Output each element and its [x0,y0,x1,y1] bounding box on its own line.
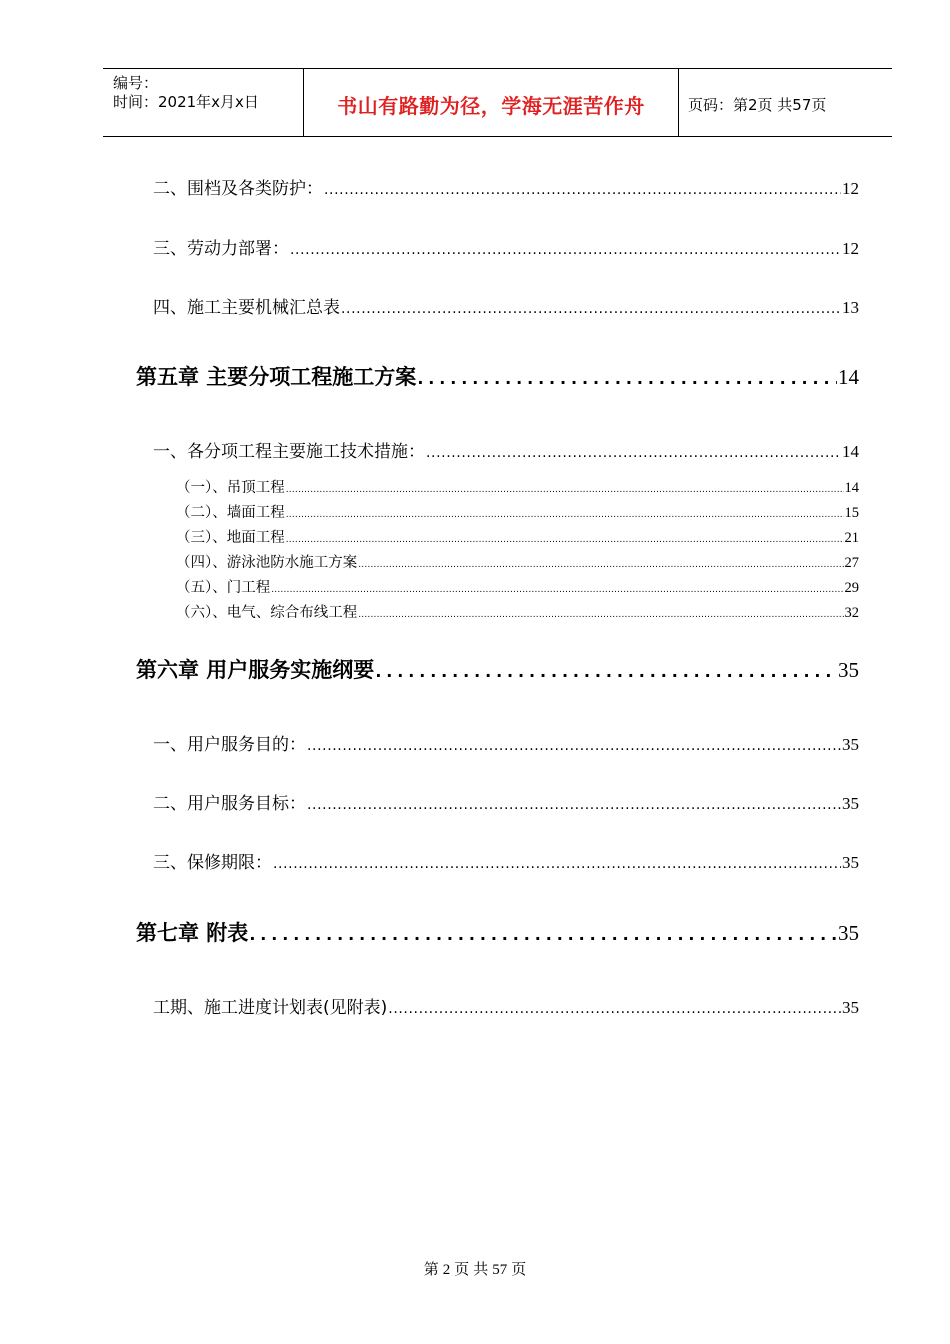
toc-leader-dots [324,182,841,198]
toc-entry-page: 35 [842,998,859,1017]
toc-entry-title: 三、劳动力部署： [153,239,289,259]
toc-subentry[interactable] [176,601,859,622]
toc-entry[interactable] [153,293,859,318]
footer-word: 页 [454,1262,470,1278]
toc-subentry[interactable] [176,551,859,572]
toc-entry[interactable] [153,993,859,1018]
footer-word: 第 [423,1262,439,1278]
toc-entry[interactable] [153,848,859,873]
toc-leader-dots [358,560,843,570]
toc-entry-page: 12 [842,179,859,198]
toc-entry[interactable] [153,174,859,199]
toc-leader-dots [273,856,841,872]
toc-entry-page: 15 [844,505,859,521]
toc-entry-page: 29 [844,580,859,596]
toc-chapter-entry[interactable] [136,654,859,684]
time-label: 时间：2021年x月x日 [113,93,259,111]
footer-word: 共 [473,1262,489,1278]
toc-entry-title: 一、用户服务目的： [153,735,306,755]
footer-total-pages: 57 [492,1262,508,1278]
toc-leader-dots [426,445,841,461]
toc-leader-dots [286,535,844,545]
toc-entry[interactable] [153,437,859,462]
toc-leader-dots [358,610,843,620]
toc-entry-page: 35 [838,658,859,682]
toc-entry-title: 一、各分项工程主要施工技术措施： [153,442,425,462]
toc-entry[interactable] [153,730,859,755]
footer-page-number: 2 [442,1262,451,1278]
toc-entry-title: 第五章 主要分项工程施工方案 [136,365,417,389]
toc-entry-page: 14 [844,480,859,496]
code-label: 编号： [113,74,159,92]
header-page-cell [679,69,892,136]
toc-entry-page: 35 [842,794,859,813]
toc-entry[interactable] [153,234,859,259]
toc-entry-title: （二）、墙面工程 [176,505,285,521]
toc-entry-page: 21 [844,530,859,546]
toc-leader-dots [388,1001,841,1017]
toc-leader-dots [290,242,841,258]
toc-entry-page: 35 [842,853,859,872]
toc-subentry[interactable] [176,476,859,497]
toc-leader-dots [286,485,844,495]
toc-entry-title: 第七章 附表 [136,921,249,945]
motto-text: 书山有路勤为径，学海无涯苦作舟 [337,94,645,118]
toc-leader-dots [417,369,837,388]
toc-leader-dots [307,797,841,813]
toc-entry-page: 27 [844,555,859,571]
toc-entry-title: 二、用户服务目标： [153,794,306,814]
toc-entry-page: 32 [844,605,859,621]
toc-entry[interactable] [153,789,859,814]
toc-chapter-entry[interactable] [136,361,859,391]
footer-word: 页 [511,1262,527,1278]
toc-entry-page: 14 [838,365,859,389]
toc-leader-dots [271,585,843,595]
toc-entry-title: （五）、门工程 [176,580,271,596]
toc-entry-page: 13 [842,298,859,317]
page-header [103,68,892,137]
toc-entry-title: （四）、游泳池防水施工方案 [176,555,358,571]
header-meta-cell [103,69,303,136]
toc-entry-title: （六）、电气、综合布线工程 [176,605,358,621]
toc-entry-page: 12 [842,239,859,258]
toc-entry-title: （三）、地面工程 [176,530,285,546]
page-info: 页码：第2页 共57页 [688,96,827,114]
toc-entry-title: （一）、吊顶工程 [176,480,285,496]
toc-leader-dots [375,662,837,681]
toc-entry-title: 第六章 用户服务实施纲要 [136,658,375,682]
toc-leader-dots [286,510,844,520]
toc-entry-title: 工期、施工进度计划表(见附表) [153,998,388,1018]
toc-entry-page: 35 [842,735,859,754]
toc-subentry[interactable] [176,526,859,547]
header-motto-cell [303,69,679,136]
toc-entry-title: 二、围档及各类防护： [153,179,323,199]
toc-leader-dots [249,925,837,944]
toc-leader-dots [341,301,841,317]
toc-entry-title: 三、保修期限： [153,853,272,873]
page-footer [0,1258,950,1279]
toc-chapter-entry[interactable] [136,917,859,947]
toc-leader-dots [307,738,841,754]
toc-entry-title: 四、施工主要机械汇总表 [153,298,340,318]
toc-subentry[interactable] [176,576,859,597]
toc-entry-page: 14 [842,442,859,461]
toc-subentry[interactable] [176,501,859,522]
toc-entry-page: 35 [838,921,859,945]
